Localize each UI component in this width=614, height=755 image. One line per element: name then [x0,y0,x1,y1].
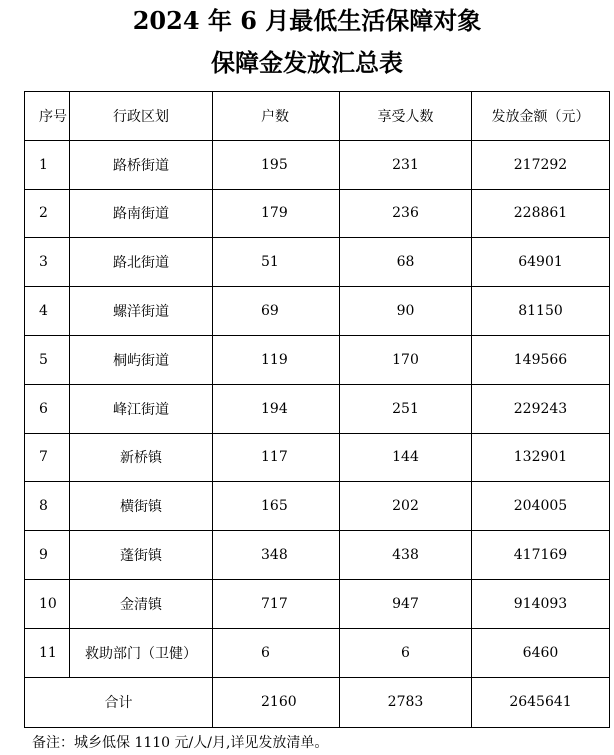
cell-administrative-area: 峰江街道 [70,384,213,433]
cell-households: 117 [213,433,340,482]
total-label: 合计 [25,677,213,727]
table-row [25,384,610,433]
table-row [25,140,610,189]
cell-households: 194 [213,384,340,433]
cell-beneficiaries: 251 [340,384,472,433]
cell-amount: 149566 [472,335,610,384]
cell-households: 6 [213,628,340,677]
cell-amount: 228861 [472,189,610,238]
cell-amount: 217292 [472,140,610,189]
cell-administrative-area: 金清镇 [70,579,213,628]
cell-administrative-area: 蓬街镇 [70,531,213,580]
cell-serial-number: 6 [25,384,70,433]
total-households: 2160 [213,677,340,727]
cell-beneficiaries: 170 [340,335,472,384]
cell-amount: 204005 [472,482,610,531]
cell-amount: 81150 [472,287,610,336]
cell-beneficiaries: 90 [340,287,472,336]
footnote: 备注：城乡低保 1110 元/人/月,详见发放清单。 [32,735,329,751]
table-row [25,238,610,287]
cell-households: 51 [213,238,340,287]
cell-beneficiaries: 202 [340,482,472,531]
table-row [25,579,610,628]
cell-administrative-area: 桐屿街道 [70,335,213,384]
cell-administrative-area: 横街镇 [70,482,213,531]
cell-serial-number: 10 [25,579,70,628]
cell-amount: 417169 [472,531,610,580]
cell-households: 348 [213,531,340,580]
cell-serial-number: 11 [25,628,70,677]
header-serial-number: 序号 [25,92,70,141]
cell-serial-number: 3 [25,238,70,287]
cell-beneficiaries: 144 [340,433,472,482]
cell-administrative-area: 路北街道 [70,238,213,287]
cell-serial-number: 2 [25,189,70,238]
table-header-row [25,92,610,141]
cell-serial-number: 9 [25,531,70,580]
cell-households: 119 [213,335,340,384]
cell-amount: 64901 [472,238,610,287]
cell-administrative-area: 路桥街道 [70,140,213,189]
cell-serial-number: 7 [25,433,70,482]
cell-beneficiaries: 231 [340,140,472,189]
cell-beneficiaries: 236 [340,189,472,238]
table-row [25,628,610,677]
total-row [25,677,610,727]
summary-table [24,91,610,728]
table-row [25,531,610,580]
cell-serial-number: 8 [25,482,70,531]
total-beneficiaries: 2783 [340,677,472,727]
cell-serial-number: 1 [25,140,70,189]
cell-administrative-area: 救助部门（卫健） [70,628,213,677]
cell-administrative-area: 路南街道 [70,189,213,238]
cell-amount: 914093 [472,579,610,628]
table-row [25,482,610,531]
cell-beneficiaries: 438 [340,531,472,580]
cell-serial-number: 5 [25,335,70,384]
cell-households: 165 [213,482,340,531]
cell-serial-number: 4 [25,287,70,336]
document-title-line-1: 2024 年 6 月最低生活保障对象 [132,6,482,35]
cell-amount: 6460 [472,628,610,677]
cell-administrative-area: 螺洋街道 [70,287,213,336]
cell-amount: 132901 [472,433,610,482]
header-amount: 发放金额（元） [472,92,610,141]
cell-beneficiaries: 68 [340,238,472,287]
cell-households: 195 [213,140,340,189]
document-title-line-2: 保障金发放汇总表 [211,48,403,77]
table-row [25,287,610,336]
header-beneficiaries: 享受人数 [340,92,472,141]
cell-amount: 229243 [472,384,610,433]
cell-households: 179 [213,189,340,238]
header-administrative-area: 行政区划 [70,92,213,141]
cell-administrative-area: 新桥镇 [70,433,213,482]
cell-households: 69 [213,287,340,336]
cell-beneficiaries: 6 [340,628,472,677]
header-households: 户数 [213,92,340,141]
table-row [25,335,610,384]
cell-households: 717 [213,579,340,628]
cell-beneficiaries: 947 [340,579,472,628]
table-row [25,433,610,482]
total-amount: 2645641 [472,677,610,727]
table-row [25,189,610,238]
